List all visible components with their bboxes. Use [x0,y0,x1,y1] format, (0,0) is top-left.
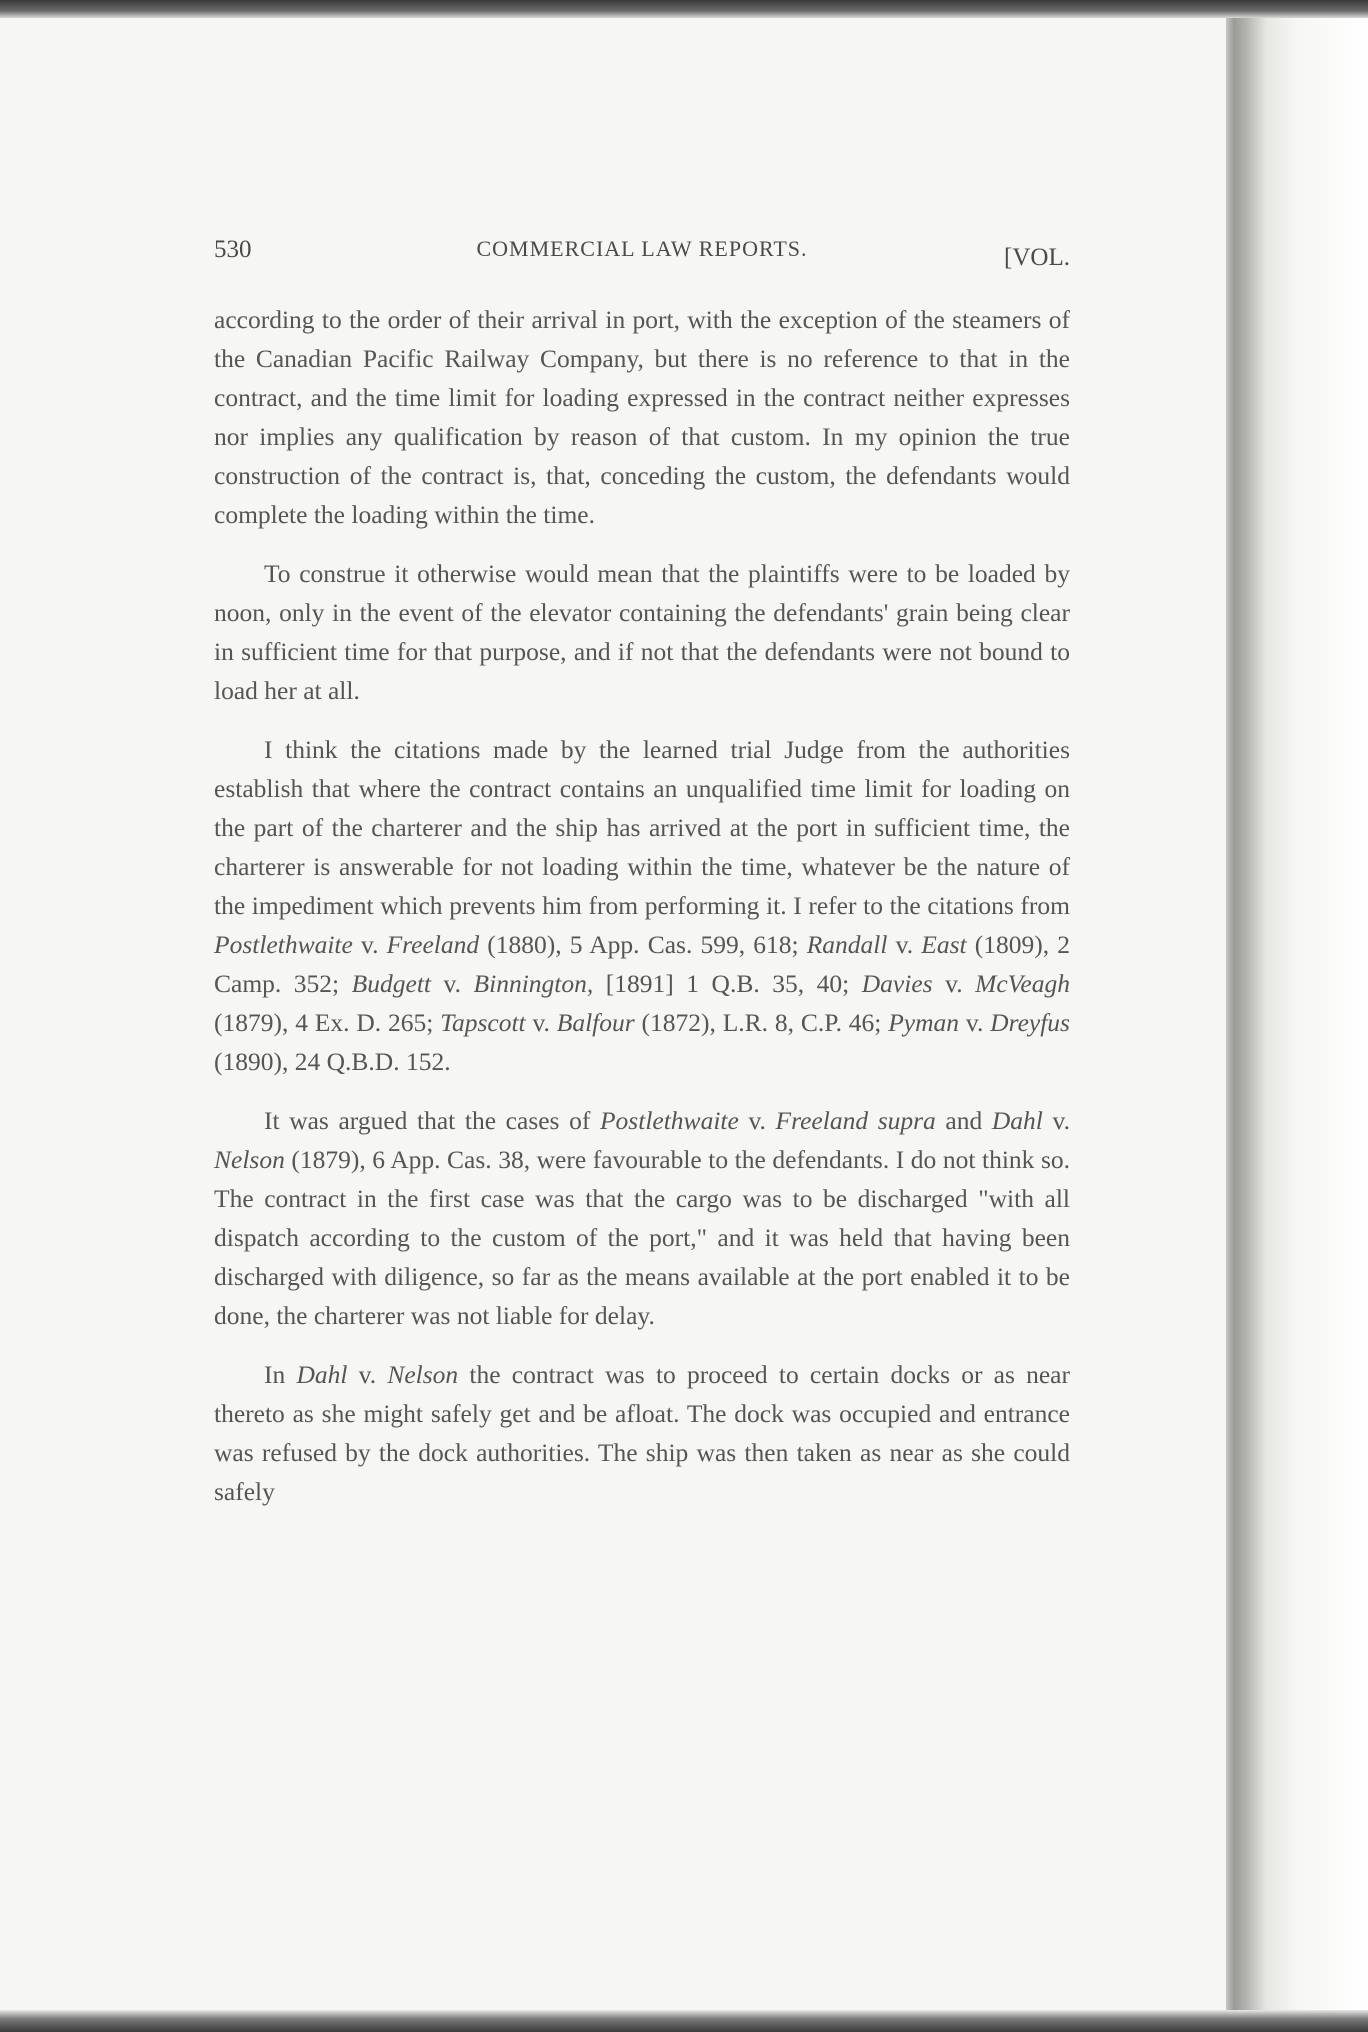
case-name: McVeagh [975,969,1070,998]
scan-bottom-edge [0,2010,1368,2032]
page-number: 530 [214,236,252,263]
text-run: according to the order of their arrival in port, with the exception of the steamers of the Canadian Pacific Railway Company, but there is no reference to that in the contract, and the time limit for loading expressed in the contract neither expresses nor implies any qualification by reason of that custom. In my opinion the true construction of the contract is, that, conceding the custom, the defendants would complete the loading within the time. [214,305,1070,529]
text-run: the contract was to proceed to certain docks or as near thereto as she might safely get and be afloat. The dock was occupied and entrance was refused by the dock authorities. The ship was then taken as near as she could safely [214,1360,1070,1506]
case-name: Freeland supra [775,1106,936,1135]
text-run: (1872), L.R. 8, C.P. 46; [634,1008,889,1037]
book-spine-shadow [1226,18,1368,2010]
case-name: Balfour [556,1008,635,1037]
text-run: To construe it otherwise would mean that the plaintiffs were to be loaded by noon, only in the event of the elevator containing the defendants' grain being clear in sufficient time for that purpose, and if not that the defendants were not bound to load her at all. [214,559,1070,705]
text-run: v. [1042,1106,1070,1135]
volume-label: [VOL. [1004,244,1070,271]
paragraph-2 [214,554,1070,710]
text-run: (1890), 24 Q.B.D. 152. [214,1047,451,1076]
text-run: [1891] 1 Q.B. 35, 40; [593,969,862,998]
text-run: It was argued that the cases of [264,1106,600,1135]
text-run: v. [352,930,387,959]
case-name: East [921,930,967,959]
case-name: Postlethwaite [599,1106,739,1135]
body-text [214,300,1070,1511]
case-name: Pyman [888,1008,960,1037]
text-run: and [935,1106,992,1135]
text-run: v. [431,969,474,998]
paragraph-4 [214,1101,1070,1335]
case-name: Nelson [214,1145,285,1174]
running-title: COMMERCIAL LAW REPORTS. [476,236,808,261]
case-name: Randall [806,930,888,959]
paragraph-1 [214,300,1070,534]
paragraph-5 [214,1355,1070,1511]
scan-top-edge [0,0,1368,18]
text-run: (1880), 5 App. Cas. 599, 618; [479,930,807,959]
case-name: Postlethwaite [214,930,353,959]
text-run: v. [347,1360,388,1389]
text-run: In [264,1360,297,1389]
case-name: Dahl [296,1360,348,1389]
case-name: Dahl [991,1106,1043,1135]
case-name: Nelson [387,1360,459,1389]
case-name: Tapscott [440,1008,526,1037]
case-name: Binnington, [473,969,594,998]
text-run: (1879), 4 Ex. D. 265; [214,1008,441,1037]
text-run: v. [525,1008,557,1037]
case-name: Freeland [386,930,480,959]
text-run: I think the citations made by the learned trial Judge from the authorities establish that where the contract contains an unqualified time limit for loading on the part of the charterer and the ship has arrived at the port in sufficient time, the charterer is answerable for not loading within the time, whatever be the nature of the impediment which prevents him from performing it. I refer to the citations from [214,735,1070,920]
text-run: v. [932,969,976,998]
paragraph-3 [214,730,1070,1081]
text-run: v. [887,930,922,959]
text-run: v. [959,1008,991,1037]
text-run: (1809), 2 Camp. 352; [214,930,1070,998]
page-header [214,236,1070,276]
case-name: Davies [861,969,933,998]
text-run: (1879), 6 App. Cas. 38, were favourable to the defendants. I do not think so. The contract in the first case was that the cargo was to be discharged "with all dispatch according to the custom of the port," and it was held that having been discharged with diligence, so far as the means available at the port enabled it to be done, the charterer was not liable for delay. [214,1145,1070,1330]
text-run: v. [738,1106,776,1135]
case-name: Dreyfus [990,1008,1070,1037]
case-name: Budgett [351,969,431,998]
